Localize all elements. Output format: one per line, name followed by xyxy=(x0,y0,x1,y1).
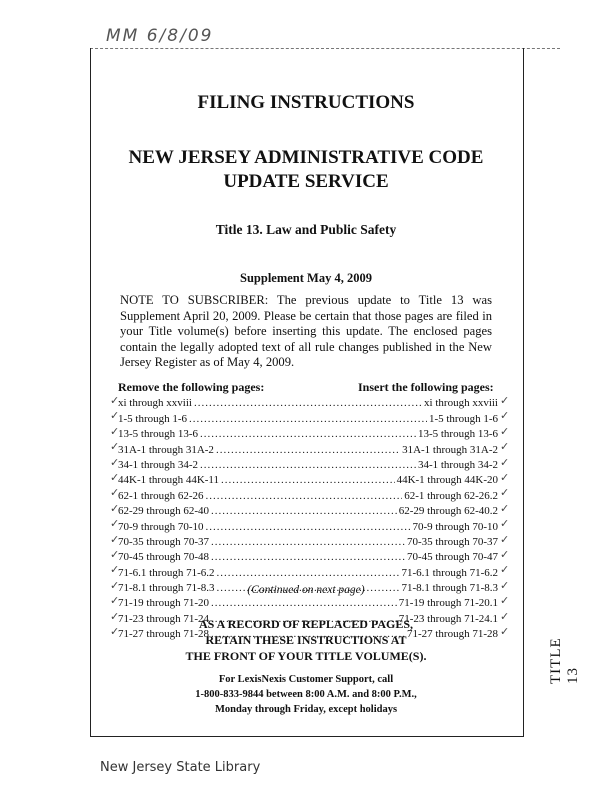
leader-dots xyxy=(200,428,416,440)
insert-pages: 70-45 through 70-47 xyxy=(406,551,498,564)
insert-pages: 71-27 through 71-28 xyxy=(406,628,498,641)
insert-pages: 71-6.1 through 71-6.2 xyxy=(401,566,498,579)
remove-pages: 70-45 through 70-48 xyxy=(118,551,210,564)
leader-dots xyxy=(189,413,427,425)
page-title: FILING INSTRUCTIONS xyxy=(197,92,415,113)
page-row xyxy=(118,440,498,455)
insert-pages: 13-5 through 13-6 xyxy=(417,428,498,441)
leader-dots xyxy=(206,490,403,502)
insert-pages: 70-35 through 70-37 xyxy=(406,535,498,548)
check-mark-icon: ✓ xyxy=(500,471,510,484)
remove-header: Remove the following pages: xyxy=(118,380,265,394)
check-mark-icon: ✓ xyxy=(500,394,510,407)
page-row xyxy=(118,594,498,609)
check-mark-icon: ✓ xyxy=(500,578,510,592)
check-mark-icon: ✓ xyxy=(500,409,510,423)
check-mark-icon: ✓ xyxy=(110,394,120,407)
insert-pages: 71-19 through 71-20.1 xyxy=(398,597,498,610)
check-mark-icon: ✓ xyxy=(110,548,120,561)
handwritten-initials-date: MM 6/8/09 xyxy=(106,26,214,46)
page-row xyxy=(118,456,498,471)
remove-pages: 71-19 through 71-20 xyxy=(118,597,210,610)
record-line2: RETAIN THESE INSTRUCTIONS AT xyxy=(205,633,407,647)
check-mark-icon: ✓ xyxy=(110,455,120,469)
leader-dots xyxy=(206,521,411,533)
leader-dots xyxy=(200,459,416,471)
page-row xyxy=(118,486,498,501)
code-title-line1: NEW JERSEY ADMINISTRATIVE CODE xyxy=(128,147,484,168)
remove-pages: 13-5 through 13-6 xyxy=(118,428,199,441)
check-mark-icon: ✓ xyxy=(110,424,120,438)
remove-pages: xi through xxviii xyxy=(118,397,192,410)
insert-pages: 62-29 through 62-40.2 xyxy=(398,505,498,518)
remove-pages: 71-8.1 through 71-8.3 xyxy=(118,582,215,595)
check-mark-icon: ✓ xyxy=(110,409,120,423)
page-row xyxy=(118,533,498,548)
page-row xyxy=(118,563,498,578)
support-line2: 1-800-833-9844 between 8:00 A.M. and 8:00 P.M., xyxy=(195,689,417,700)
check-mark-icon: ✓ xyxy=(110,486,120,500)
code-title-line2: UPDATE SERVICE xyxy=(223,171,389,192)
support-line3: Monday through Friday, except holidays xyxy=(214,704,398,715)
check-mark-icon: ✓ xyxy=(110,501,120,515)
check-mark-icon: ✓ xyxy=(500,501,510,515)
remove-pages: 44K-1 through 44K-11 xyxy=(118,474,220,487)
check-mark-icon: ✓ xyxy=(500,609,510,623)
page-row xyxy=(118,517,498,532)
remove-pages: 71-6.1 through 71-6.2 xyxy=(118,566,215,579)
remove-pages: 62-1 through 62-26 xyxy=(118,489,204,502)
leader-dots xyxy=(194,397,422,409)
check-mark-icon: ✓ xyxy=(110,517,120,531)
leader-dots xyxy=(211,536,405,548)
check-mark-icon: ✓ xyxy=(500,548,510,561)
leader-dots xyxy=(216,444,400,456)
leader-dots xyxy=(217,567,400,579)
leader-dots xyxy=(211,597,397,609)
check-mark-icon: ✓ xyxy=(500,440,510,454)
customer-support xyxy=(90,672,522,717)
page-row xyxy=(118,502,498,517)
record-instructions xyxy=(90,616,522,664)
check-mark-icon: ✓ xyxy=(500,563,510,577)
check-mark-icon: ✓ xyxy=(500,625,510,638)
check-mark-icon: ✓ xyxy=(110,471,120,484)
check-mark-icon: ✓ xyxy=(110,594,120,608)
remove-pages: 31A-1 through 31A-2 xyxy=(118,443,214,456)
page-row xyxy=(118,471,498,486)
insert-pages: 71-23 through 71-24.1 xyxy=(398,612,498,625)
check-mark-icon: ✓ xyxy=(110,578,120,592)
check-mark-icon: ✓ xyxy=(110,563,120,577)
insert-pages: 62-1 through 62-26.2 xyxy=(404,489,498,502)
check-mark-icon: ✓ xyxy=(500,424,510,438)
leader-dots xyxy=(211,551,405,563)
remove-pages: 34-1 through 34-2 xyxy=(118,458,199,471)
check-mark-icon: ✓ xyxy=(500,486,510,500)
insert-pages: 70-9 through 70-10 xyxy=(412,520,498,533)
check-mark-icon: ✓ xyxy=(110,625,120,638)
record-line1: AS A RECORD OF REPLACED PAGES, xyxy=(198,617,414,631)
remove-pages: 1-5 through 1-6 xyxy=(118,412,188,425)
check-mark-icon: ✓ xyxy=(110,440,120,454)
pages-list xyxy=(118,394,498,640)
remove-pages: 70-9 through 70-10 xyxy=(118,520,204,533)
check-mark-icon: ✓ xyxy=(500,517,510,531)
continued-note: (Continued on next page) xyxy=(247,584,365,596)
remove-pages: 70-35 through 70-37 xyxy=(118,535,210,548)
note-to-subscriber: NOTE TO SUBSCRIBER: The previous update to Title 13 was Supplement April 20, 2009. Please be certain that those pages are filed in your Title volume(s) before inserting this update. The enclosed pages contain the legally adopted text of all rule changes published in the New Jersey Register as of May 4, 2009. xyxy=(120,293,492,369)
remove-pages: 71-27 through 71-28 xyxy=(118,628,210,641)
check-mark-icon: ✓ xyxy=(500,594,510,608)
leader-dots xyxy=(221,474,395,486)
library-stamp: New Jersey State Library xyxy=(100,760,261,775)
check-mark-icon: ✓ xyxy=(110,532,120,546)
remove-pages: 62-29 through 62-40 xyxy=(118,505,210,518)
insert-pages: 1-5 through 1-6 xyxy=(428,412,498,425)
check-mark-icon: ✓ xyxy=(500,455,510,469)
title-heading: Title 13. Law and Public Safety xyxy=(215,222,397,237)
page-row xyxy=(118,548,498,563)
remove-pages: 71-23 through 71-24 xyxy=(118,612,210,625)
check-mark-icon: ✓ xyxy=(110,609,120,623)
supplement-date: Supplement May 4, 2009 xyxy=(240,271,372,285)
page-row xyxy=(118,425,498,440)
side-title-label: TITLE 13 xyxy=(548,637,581,684)
leader-dots xyxy=(211,505,397,517)
insert-header: Insert the following pages: xyxy=(358,380,494,394)
page-row xyxy=(118,394,498,409)
insert-pages: 31A-1 through 31A-2 xyxy=(402,443,498,456)
insert-pages: 34-1 through 34-2 xyxy=(417,458,498,471)
insert-pages: xi through xxviii xyxy=(424,397,498,410)
insert-pages: 71-8.1 through 71-8.3 xyxy=(401,582,498,595)
check-mark-icon: ✓ xyxy=(500,532,510,546)
insert-pages: 44K-1 through 44K-20 xyxy=(396,474,498,487)
page-row xyxy=(118,409,498,424)
support-line1: For LexisNexis Customer Support, call xyxy=(218,674,394,685)
record-line3: THE FRONT OF YOUR TITLE VOLUME(S). xyxy=(185,649,427,663)
